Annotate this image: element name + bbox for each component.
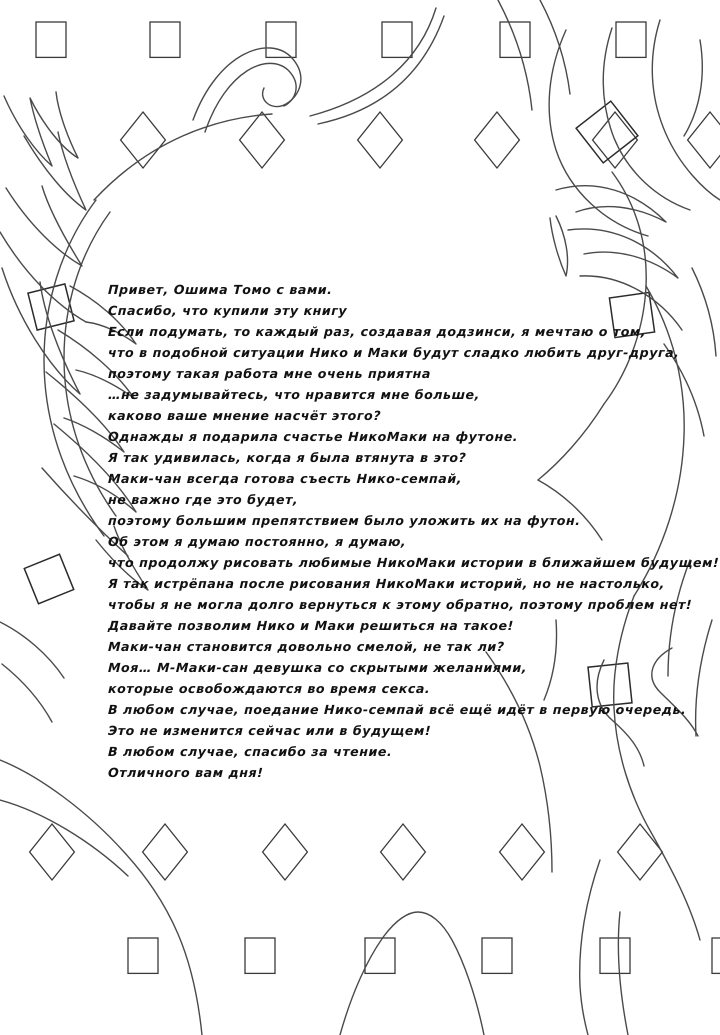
- stray-hair-top-right: [498, 0, 532, 110]
- sheet-curve-left-lower-2: [0, 800, 128, 876]
- sheet-curve-right-lower-2: [618, 912, 628, 1035]
- decor-square: [266, 22, 296, 57]
- sheet-curve-left-lower: [0, 760, 202, 1035]
- afterword-line: Маки-чан становится довольно смелой, не так ли?: [107, 639, 505, 654]
- decor-diamond: [240, 112, 285, 168]
- afterword-line: Привет, Ошима Томо с вами.: [107, 282, 333, 297]
- afterword-line: что в подобной ситуации Нико и Маки будут сладко любить друг-друга,: [107, 345, 680, 360]
- afterword-line: чтобы я не могла долго вернуться к этому обратно, поэтому проблем нет!: [107, 597, 693, 612]
- hair-strand-top-center: [193, 48, 301, 120]
- afterword-line: В любом случае, спасибо за чтение.: [107, 744, 393, 759]
- decor-square: [245, 938, 275, 973]
- decor-diamond: [30, 824, 75, 880]
- afterword-line: Это не изменится сейчас или в будущем!: [107, 723, 432, 738]
- decor-diamond: [688, 112, 720, 168]
- afterword-line: поэтому большим препятствием было уложить их на футон.: [107, 513, 581, 528]
- afterword-text-block: [107, 279, 720, 783]
- hair-tuft-left-a: [4, 92, 78, 166]
- decor-diamond: [500, 824, 545, 880]
- wisp-left-lower-2: [2, 664, 52, 722]
- decor-square: [712, 938, 720, 973]
- decor-square: [150, 22, 180, 57]
- hair-tuft-left-e: [2, 268, 80, 394]
- hair-curve-left-sweep: [94, 114, 272, 200]
- hair-strand-top-center-inner: [205, 63, 296, 132]
- afterword-line: Моя… М-Маки-сан девушка со скрытыми желаниями,: [107, 660, 528, 675]
- head-outline-left: [44, 200, 104, 536]
- afterword-line: которые освобождаются во время секса.: [107, 681, 431, 696]
- decor-diamond: [618, 824, 663, 880]
- hair-tuft-left-c: [6, 186, 82, 266]
- decor-square: [482, 938, 512, 973]
- afterword-line: …не задумывайтесь, что нравится мне больше,: [107, 387, 481, 402]
- sheet-fold-center: [340, 912, 484, 1035]
- decor-square: [382, 22, 412, 57]
- stray-hair-top-right-2: [540, 0, 570, 94]
- afterword-line: поэтому такая работа мне очень приятна: [107, 366, 432, 381]
- hair-curve-long-right-2: [318, 16, 444, 124]
- afterword-line: Маки-чан всегда готова съесть Нико-семпай,: [107, 471, 463, 486]
- decor-diamond: [381, 824, 426, 880]
- afterword-line: Если подумать, то каждый раз, создавая додзинси, я мечтаю о том,: [107, 324, 647, 339]
- afterword-line: что продолжу рисовать любимые НикоМаки истории в ближайшем будущем!: [107, 555, 720, 570]
- hair-tuft-left-d: [0, 232, 86, 322]
- decor-square: [365, 938, 395, 973]
- afterword-line: не важно где это будет,: [107, 492, 299, 507]
- decor-diamond: [593, 112, 638, 168]
- decor-square: [128, 938, 158, 973]
- decor-diamond: [358, 112, 403, 168]
- decor-square: [36, 22, 66, 57]
- afterword-line: Я так истрёпана после рисования НикоМаки историй, но не настолько,: [107, 576, 666, 591]
- hair-right-swoosh-1: [556, 186, 666, 222]
- hair-right-lock-2: [652, 20, 720, 200]
- hair-tuft-left-b: [24, 132, 86, 210]
- afterword-line: Я так удивилась, когда я была втянута в это?: [107, 450, 467, 465]
- afterword-line: каково ваше мнение насчёт этого?: [107, 408, 382, 423]
- hair-curve-long-right: [310, 8, 436, 116]
- decor-square: [600, 938, 630, 973]
- drape-curve-right-b: [696, 620, 712, 736]
- hair-right-mass-outline: [549, 30, 648, 236]
- decor-diamond: [143, 824, 188, 880]
- decor-square: [500, 22, 530, 57]
- tilted-square-right-upper: [576, 101, 638, 163]
- afterword-line: Однажды я подарила счастье НикоМаки на футоне.: [107, 429, 519, 444]
- afterword-line: В любом случае, поедание Нико-семпай всё ещё идёт в первую очередь.: [107, 702, 687, 717]
- decor-diamond: [263, 824, 308, 880]
- tilted-square-left-lower: [24, 554, 73, 603]
- afterword-line: Спасибо, что купили эту книгу: [107, 303, 348, 318]
- wisp-right-upper: [692, 268, 716, 356]
- tilted-square-left-upper: [28, 284, 74, 330]
- wisp-left-lower: [0, 622, 64, 678]
- decor-square: [616, 22, 646, 57]
- hair-right-eyelid: [550, 216, 568, 276]
- decor-diamond: [121, 112, 166, 168]
- hair-right-swoosh-2: [568, 229, 678, 278]
- afterword-line: Об этом я думаю постоянно, я думаю,: [107, 534, 407, 549]
- afterword-line: Отличного вам дня!: [107, 765, 264, 780]
- afterword-line: Давайте позволим Нико и Маки решиться на такое!: [107, 618, 515, 633]
- sheet-curve-right-lower: [580, 860, 600, 1035]
- decor-diamond: [475, 112, 520, 168]
- hair-right-lock-1: [603, 28, 690, 210]
- hair-right-tip-1: [684, 40, 702, 136]
